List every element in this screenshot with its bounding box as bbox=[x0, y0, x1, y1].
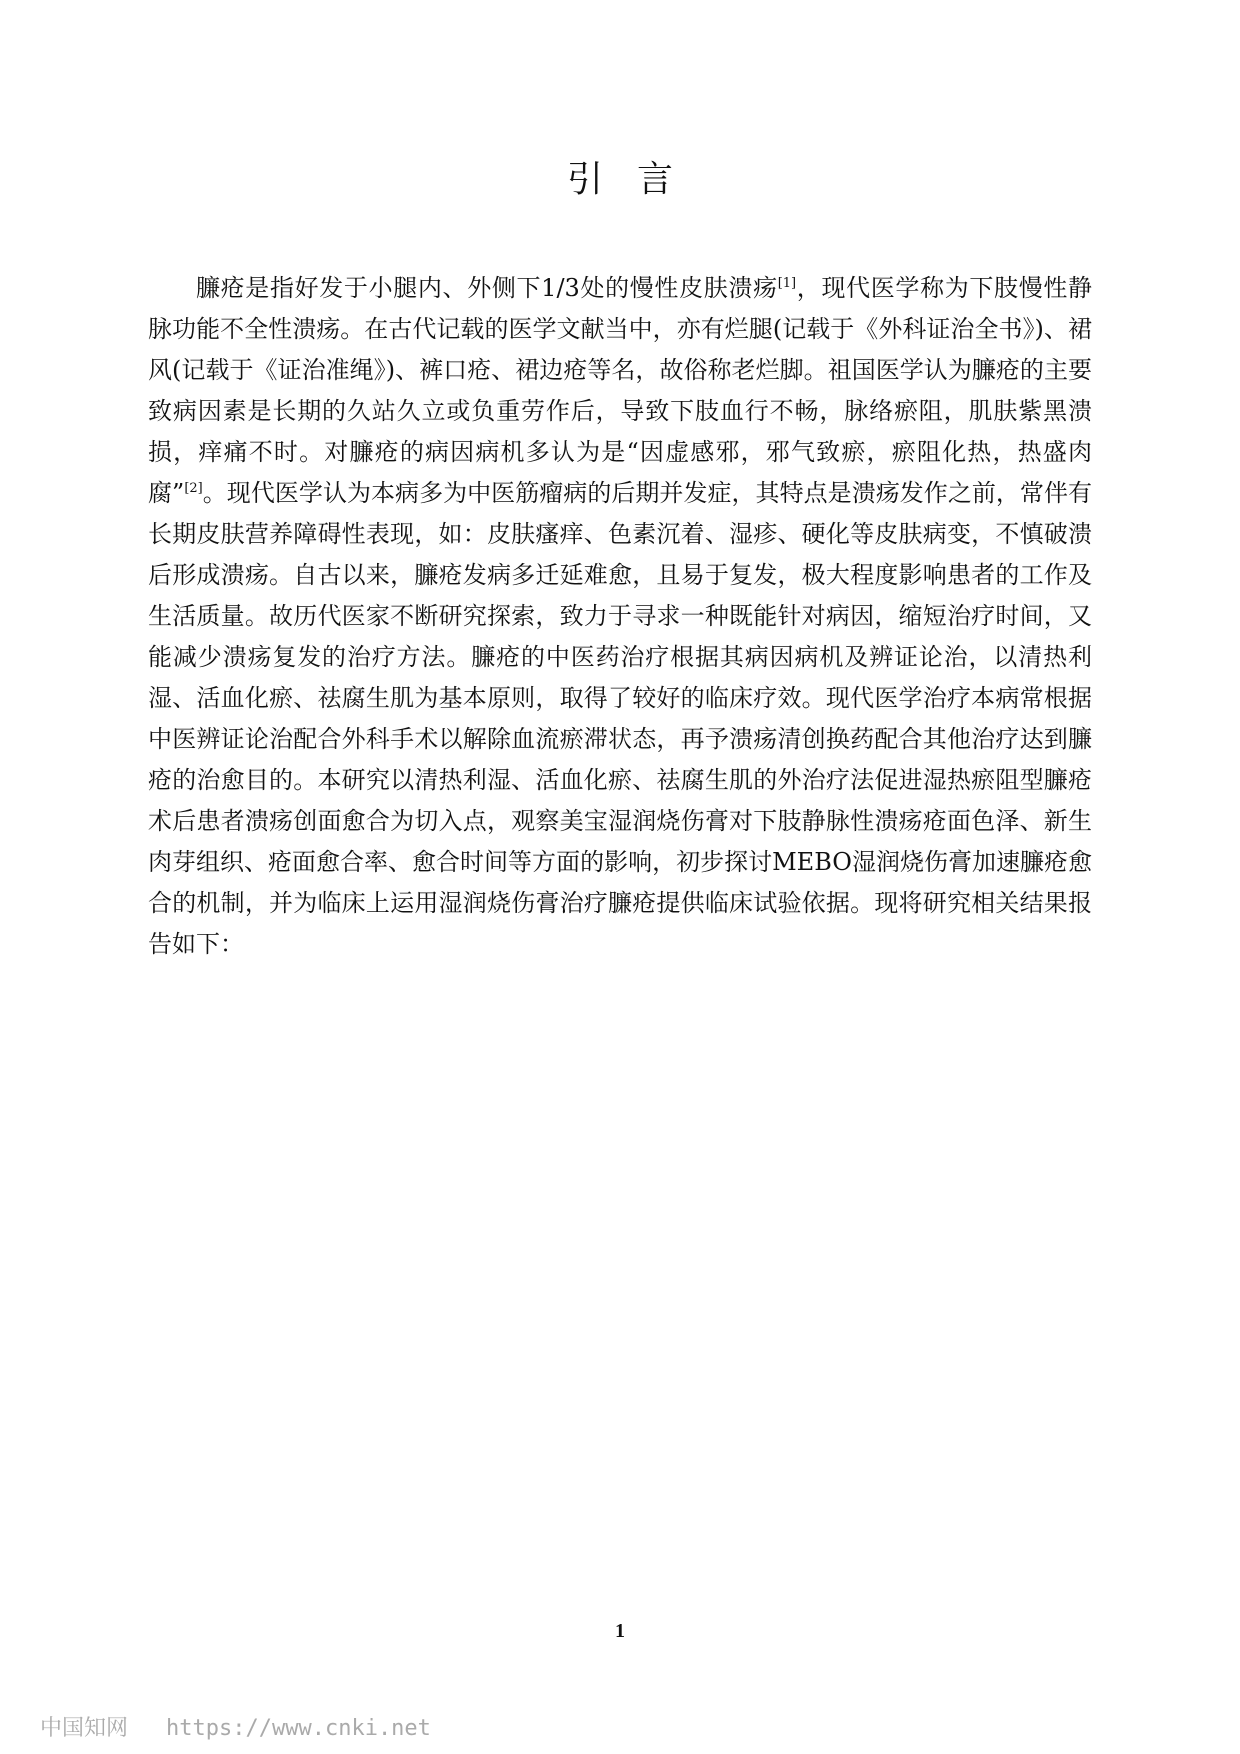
watermark-url: https://www.cnki.net bbox=[166, 1716, 431, 1741]
body-paragraph bbox=[148, 268, 1092, 965]
reference-marker[interactable]: [1] bbox=[777, 276, 797, 291]
reference-marker[interactable]: [2] bbox=[184, 481, 203, 496]
watermark-brand: 中国知网 bbox=[40, 1716, 129, 1741]
paragraph-text: ，现代医学称为下肢慢性静脉功能不全性溃疡。在古代记载的医学文献当中，亦有烂腿(记载于《外科证治全书》)、裙风(记载于《证治准绳》)、裤口疮、裙边疮等名，故俗称老烂脚。祖国医学认为臁疮的主要致病因素是长期的久站久立或负重劳作后，导致下肢血行不畅，脉络瘀阻，肌肤紫黑溃损，痒痛不时。对臁疮的病因病机多认为是“因虚感邪，邪气致瘀，瘀阻化热，热盛肉腐” bbox=[148, 274, 1093, 507]
page-title: 引言 bbox=[566, 159, 707, 200]
paragraph-text: 。现代医学认为本病多为中医筋瘤病的后期并发症，其特点是溃疡发作之前，常伴有长期皮肤营养障碍性表现，如：皮肤瘙痒、色素沉着、湿疹、硬化等皮肤病变，不慎破溃后形成溃疡。自古以来，臁疮发病多迁延难愈，且易于复发，极大程度影响患者的工作及生活质量。故历代医家不断研究探索，致力于寻求一种既能针对病因，缩短治疗时间，又能减少溃疡复发的治疗方法。臁疮的中医药治疗根据其病因病机及辨证论治，以清热利湿、活血化瘀、祛腐生肌为基本原则，取得了较好的临床疗效。现代医学治疗本病常根据中医辨证论治配合外科手术以解除血流瘀滞状态，再予溃疡清创换药配合其他治疗达到臁疮的治愈目的。本研究以清热利湿、活血化瘀、祛腐生肌的外治疗法促进湿热瘀阻型臁疮术后患者溃疡创面愈合为切入点，观察美宝湿润烧伤膏对下肢静脉性溃疡疮面色泽、新生肉芽组织、疮面愈合率、愈合时间等方面的影响，初步探讨MEBO湿润烧伤膏加速臁疮愈合的机制，并为临床上运用湿润烧伤膏治疗臁疮提供临床试验依据。现将研究相关结果报告如下： bbox=[148, 479, 1092, 958]
page-number: 1 bbox=[615, 1620, 625, 1642]
paragraph-text: 臁疮是指好发于小腿内、外侧下1/3处的慢性皮肤溃疡 bbox=[196, 274, 778, 302]
watermark bbox=[40, 1711, 431, 1742]
